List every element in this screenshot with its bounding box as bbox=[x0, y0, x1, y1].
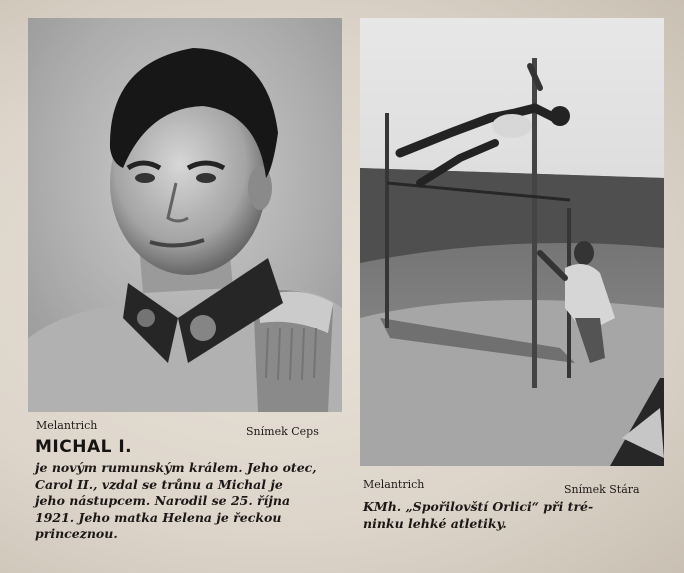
high-jump-illustration bbox=[360, 18, 664, 466]
left-headline: MICHAL I. bbox=[35, 437, 133, 457]
left-photo-photographer-credit: Snímek Ceps bbox=[246, 425, 319, 438]
left-caption-line: Carol II., vzdal se trůnu a Michal je bbox=[35, 476, 283, 492]
high-jump-photo bbox=[360, 18, 664, 466]
right-caption-line: KMh. „Spořilovští Orlici“ při tré- bbox=[363, 499, 594, 514]
left-caption-line: je novým rumunským králem. Jeho otec, bbox=[35, 460, 317, 475]
left-caption bbox=[35, 460, 347, 543]
right-caption bbox=[363, 498, 663, 532]
portrait-photo bbox=[28, 18, 342, 412]
left-caption-line: princeznou. bbox=[35, 526, 118, 541]
left-photo-agency-credit: Melantrich bbox=[36, 419, 98, 432]
portrait-illustration bbox=[28, 18, 342, 412]
right-photo-photographer-credit: Snímek Stára bbox=[564, 483, 640, 496]
left-caption-line: jeho nástupcem. Narodil se 25. října bbox=[35, 493, 291, 508]
left-caption-line: 1921. Jeho matka Helena je řeckou bbox=[35, 509, 282, 525]
right-caption-line: ninku lehké atletiky. bbox=[363, 516, 507, 531]
right-photo-agency-credit: Melantrich bbox=[363, 478, 425, 491]
